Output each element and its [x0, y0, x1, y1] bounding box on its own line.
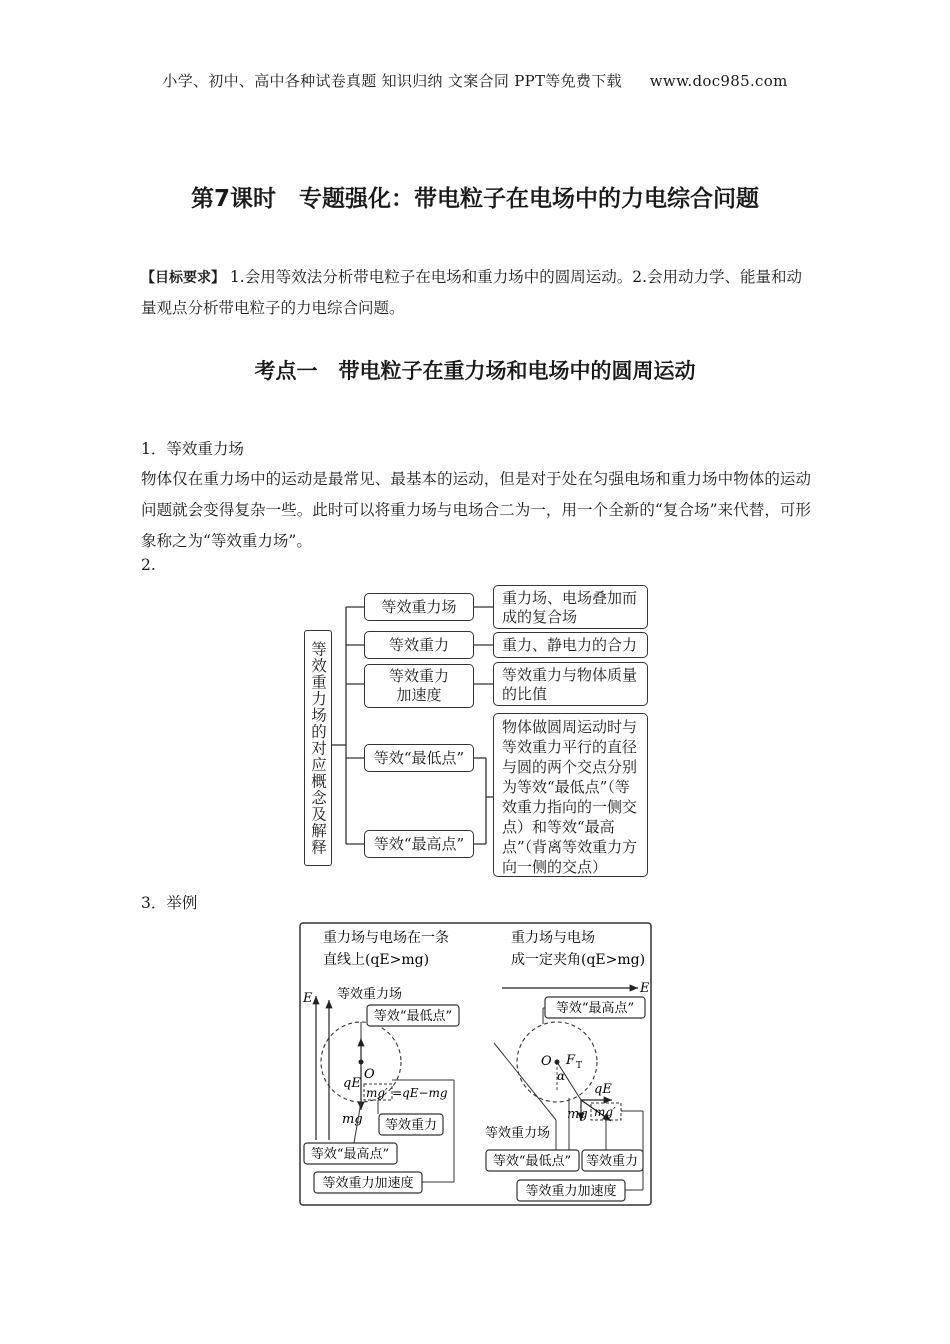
- right-caption1: 重力场与电场: [511, 930, 595, 946]
- term-lowest-point: 等效“最低点”: [364, 744, 474, 772]
- left-lowest-label: 等效“最低点”: [373, 1009, 453, 1024]
- left-caption1: 重力场与电场在一条: [323, 930, 449, 946]
- right-gravity-label: 等效重力: [585, 1154, 639, 1169]
- desc-equivalent-acceleration: 等效重力与物体质量的比值: [493, 662, 648, 706]
- item2-heading: 2.: [141, 556, 156, 574]
- right-e-label: E: [640, 981, 650, 996]
- left-caption2: 直线上(qE>mg): [323, 952, 430, 968]
- desc-equivalent-gravity: 重力、静电力的合力: [493, 632, 648, 658]
- term-equivalent-gravity: 等效重力: [364, 631, 474, 659]
- left-eq-label: =qE−mg: [392, 1086, 448, 1100]
- right-caption2: 成一定夹角(qE>mg): [511, 952, 646, 968]
- desc-lowest-highest-point: 物体做圆周运动时与等效重力平行的直径与圆的两个交点分别为等效“最低点”（等效重力指向的一侧交点）和等效“最高点”（背离等效重力方向一侧的交点）: [493, 713, 648, 877]
- right-o-label: O: [541, 1054, 552, 1069]
- header-text: 小学、初中、高中各种试卷真题 知识归纳 文案合同 PPT等免费下载: [162, 72, 622, 90]
- right-lowest-label: 等效“最低点”: [492, 1154, 572, 1169]
- left-e-label: E: [303, 991, 313, 1006]
- term-highest-point: 等效“最高点”: [364, 830, 474, 858]
- right-mg-label: mg: [567, 1107, 588, 1122]
- header-site: www.doc985.com: [649, 72, 788, 90]
- item3-heading: 3．举例: [141, 894, 198, 912]
- right-ft-label: F: [566, 1053, 576, 1068]
- term-equivalent-field: 等效重力场: [364, 593, 474, 621]
- right-case: [485, 929, 650, 1201]
- left-case: [302, 929, 459, 1193]
- section-title: 考点一 带电粒子在重力场和电场中的圆周运动: [254, 359, 696, 383]
- item1-heading: 1．等效重力场: [141, 440, 244, 458]
- right-center-dot: [555, 1060, 560, 1065]
- goal-text: 1.会用等效法分析带电粒子在电场和重力场中的圆周运动。2.会用动力学、能量和动量观点分析带电粒子的力电综合问题。: [141, 268, 803, 317]
- page-title: 第7课时 专题强化：带电粒子在电场中的力电综合问题: [190, 186, 759, 212]
- right-alpha-label: α: [557, 1069, 566, 1083]
- left-accel-label: 等效重力加速度: [322, 1176, 414, 1191]
- term-equivalent-acceleration: 等效重力加速度: [364, 664, 474, 708]
- left-mg-label: mg: [342, 1112, 363, 1127]
- right-field-label: 等效重力场: [485, 1126, 551, 1141]
- left-field-label: 等效重力场: [337, 987, 403, 1002]
- right-qe-label: qE: [594, 1082, 612, 1097]
- right-highest-label: 等效“最高点”: [555, 1001, 635, 1016]
- left-mgp-label: mg′: [366, 1086, 388, 1100]
- right-accel-label: 等效重力加速度: [525, 1184, 617, 1199]
- desc-equivalent-field: 重力场、电场叠加而成的复合场: [493, 585, 648, 629]
- right-ft-sub: T: [576, 1061, 583, 1071]
- item1-text: 物体仅在重力场中的运动是最常见、最基本的运动，但是对于处在匀强电场和重力场中物体的运动问题就会变得复杂一些。此时可以将重力场与电场合二为一，用一个全新的“复合场”来代替，可形象称之为“等效重力场”。: [141, 470, 811, 550]
- left-highest-label: 等效“最高点”: [310, 1147, 390, 1162]
- left-gravity-label: 等效重力: [384, 1118, 438, 1133]
- left-o-label: O: [364, 1067, 375, 1082]
- concept-map-root: 等效重力场的对应概念及解释: [304, 630, 332, 866]
- right-mgp-label: mg′: [594, 1105, 616, 1119]
- left-qe-label: qE: [343, 1076, 361, 1091]
- goal-tag: 【目标要求】: [141, 270, 225, 286]
